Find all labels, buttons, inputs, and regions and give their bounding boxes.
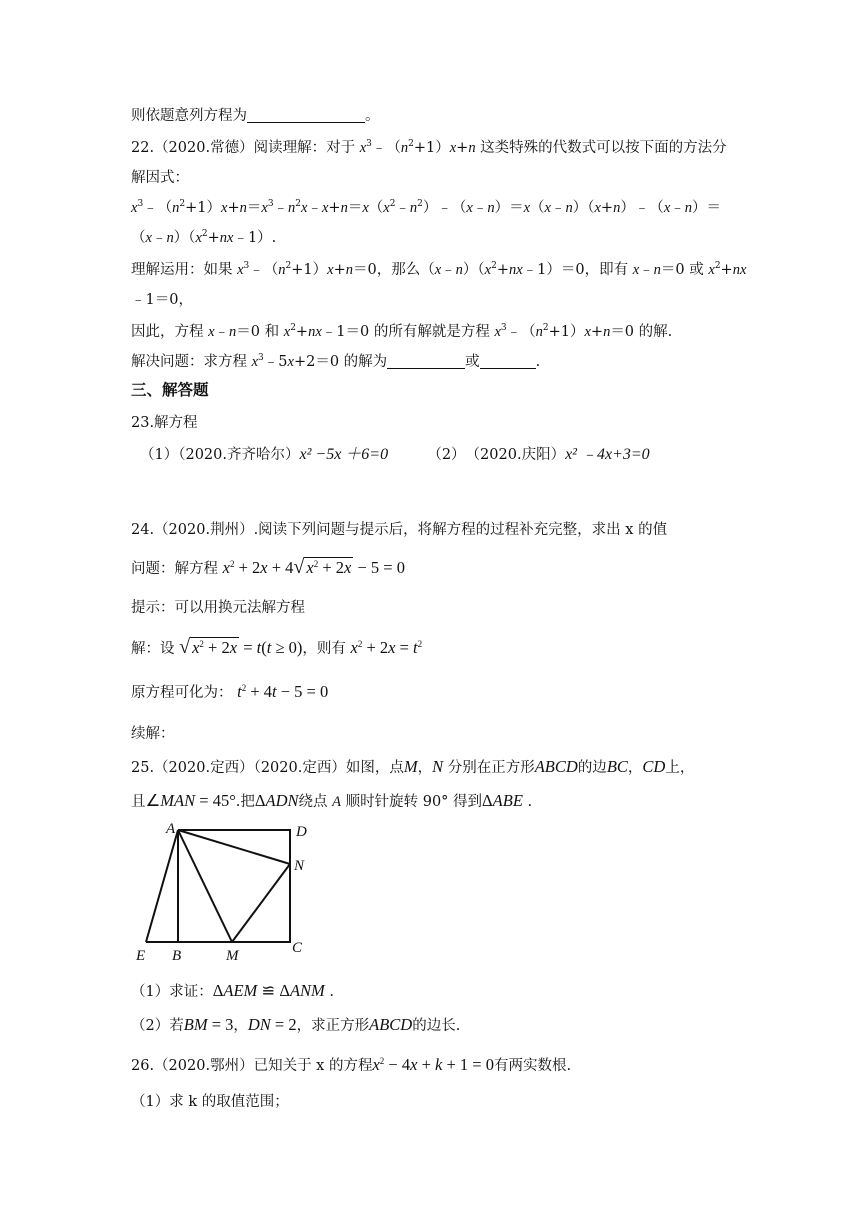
q22-application: 理解运用：如果 $x^3﹣(n^2+1)x+n=0$，那么$(x﹣n)(x^2+nx﹣1)=0$，即有 x﹣n＝0 或 $x^2+nx$ [131,261,747,278]
label-M: M [226,948,239,964]
label-A: A [166,821,176,837]
q23-title: 23.解方程 [131,415,198,431]
label-B: B [172,948,182,964]
answer-blank-1 [387,354,465,369]
q25-line2: 且∠MAN = 45°.把ΔADN绕点 A 顺时针旋转 90° 得到ΔABE . [131,791,533,810]
q25-part2: （2）若BM = 3，DN = 2，求正方形ABCD的边长. [131,1015,461,1034]
q22-line2: 解因式： [131,170,189,186]
q24-continue: 续解： [131,726,175,742]
label-N: N [294,858,305,874]
segment-AM [178,830,232,942]
label-C: C [292,940,303,956]
q22-derivation-2: $(x﹣n)(x^2+nx﹣1)$. [131,229,277,246]
q24-substitution: 解：设 √ $x^2 + 2x = t(t \ge 0)$，则有 $x^2 + 2x = t^2$ [131,636,423,658]
section-heading: 三、解答题 [131,381,209,399]
q22-therefore: 因此，方程 x﹣n＝0 和 $x^2+nx﹣1=0$ 的所有解就是方程 $x^3﹣(n^2+1)x+n=0$ 的解. [131,323,673,340]
q22-derivation-1: $x^3﹣(n^2+1)x+n=x^3﹣n^2x﹣x+n=x(x^2﹣n^2)﹣(x﹣n)=x(x﹣n)(x+n)﹣(x﹣n)=$ [131,199,721,216]
label-E: E [136,948,146,964]
q22-application-2: ﹣1＝0， [131,292,193,308]
q26-title: 26.（2020.鄂州）已知关于 x 的方程$x^2 - 4x + k + 1 = 0$有两实数根. [131,1055,572,1074]
q24-hint: 提示：可以用换元法解方程 [131,600,305,616]
segment-AE [146,830,178,942]
answer-blank-2 [480,354,536,369]
q26-part1: （1）求 k 的取值范围； [131,1094,289,1110]
q21-tail: 则依题意列方程为 。 [131,108,380,124]
q24-problem: 问题：解方程 $x^2 + 2x + 4√$ $x^2 + 2x - 5 = 0$ [131,556,405,578]
q22-problem: 解决问题：求方程 $x^3﹣5x+2=0$ 的解为 或 . [131,353,541,370]
q25-part1: （1）求证：ΔAEM ≌ ΔANM . [131,981,335,1000]
answer-blank [247,108,365,123]
geometry-figure [130,818,320,968]
q25-line1: 25.（2020.定西）（2020.定西）如图，点M，N 分别在正方形ABCD的边BC，CD上， [131,757,695,776]
segment-AN [178,830,290,864]
q24-rewrite: 原方程可化为： $t^2 + 4t - 5 = 0$ [131,682,329,701]
q23-parts: （1）（2020.齐齐哈尔）x² −5x ＋6=0 （2） （2020.庆阳）x² ﹣4x+3=0 [140,446,650,463]
q22-line1: 22.（2020.常德）阅读理解：对于 $x^3﹣(n^2+1)x+n$ 这类特殊的代数式可以按下面的方法分 [131,139,727,156]
q24-title: 24.（2020.荆州）.阅读下列问题与提示后，将解方程的过程补充完整，求出 x 的值 [131,522,668,538]
label-D: D [296,824,307,840]
segment-MN [232,864,290,942]
